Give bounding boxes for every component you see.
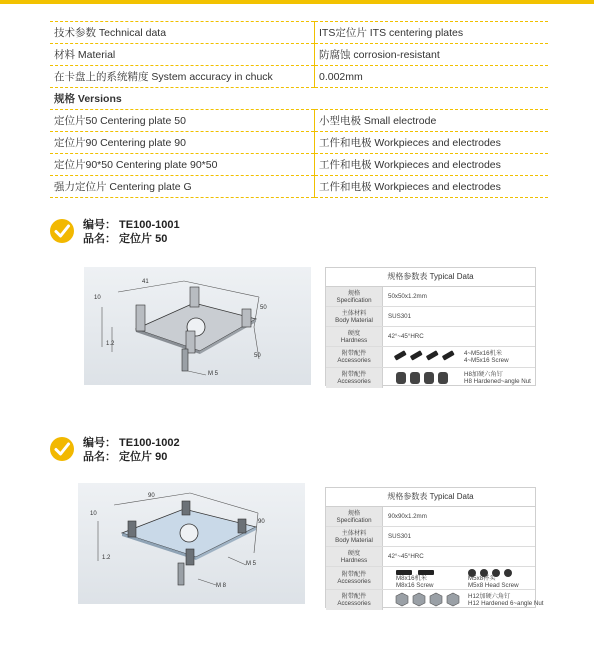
table-section-row xyxy=(50,88,548,110)
versions-heading: 规格 Versions xyxy=(50,88,548,110)
table-row xyxy=(326,507,535,527)
label-cn: 硬度 xyxy=(347,549,361,557)
product-drawing-50 xyxy=(84,267,311,385)
row-label xyxy=(326,327,383,346)
accessory-cn: M5x8杯头 xyxy=(468,575,496,582)
check-badge-icon xyxy=(50,437,74,461)
label-cn: 附带配件 xyxy=(341,371,367,378)
dim-label: 41 xyxy=(142,279,149,285)
label-cn: 主体材料 xyxy=(341,309,367,317)
dim-label: 1.2 xyxy=(102,555,111,561)
product-drawing-90 xyxy=(78,483,305,604)
accessory-cn: H8加硬六角钉 xyxy=(464,371,503,378)
accessories-cell xyxy=(388,368,535,388)
accessory-text xyxy=(396,575,433,589)
product-name: 品名： 定位片 90 xyxy=(83,451,168,463)
accessories-cell xyxy=(388,347,535,367)
table-row xyxy=(326,347,535,368)
table-cell: 小型电极 Small electrode xyxy=(315,110,549,132)
row-value: 90x90x1.2mm xyxy=(388,513,427,520)
dim-label: 50 xyxy=(260,305,267,311)
table-row xyxy=(50,66,548,88)
table-row xyxy=(326,287,535,307)
label-en: Specification xyxy=(336,296,372,304)
table-row xyxy=(326,547,535,567)
label-en: Specification xyxy=(336,516,372,524)
accessory-cn: M8x16机米 xyxy=(396,575,427,582)
row-value: SUS301 xyxy=(388,313,412,320)
table-row xyxy=(50,44,548,66)
accessory-en: M8x16 Screw xyxy=(396,582,434,589)
label-cn: 硬度 xyxy=(347,329,361,337)
accessory-en: H12 Hardened 6~angle Nut xyxy=(468,600,544,607)
label-en: Hardness xyxy=(340,336,368,344)
dim-label: M 5 xyxy=(208,371,219,377)
table-row xyxy=(326,307,535,327)
check-badge-icon xyxy=(50,219,74,243)
table-row xyxy=(50,22,548,44)
table-cell: 材料 Material xyxy=(50,44,315,66)
accessories-cell xyxy=(388,567,535,589)
table-row xyxy=(50,110,548,132)
top-accent-bar xyxy=(0,0,594,4)
row-label xyxy=(326,307,383,326)
label-en: Accessories xyxy=(337,378,371,385)
accessory-text xyxy=(464,350,509,364)
label-en: Accessories xyxy=(337,600,371,607)
label-en: Body Material xyxy=(335,316,373,324)
row-value: 42°~45°HRC xyxy=(388,333,424,340)
table-cell: ITS定位片 ITS centering plates xyxy=(315,22,549,44)
label-en: Body Material xyxy=(335,536,373,544)
row-value: SUS301 xyxy=(388,533,412,540)
product-label xyxy=(83,436,180,464)
dim-label: 90 xyxy=(148,493,155,499)
row-value: 50x50x1.2mm xyxy=(388,293,427,300)
typical-data-title: 规格参数表 Typical Data xyxy=(326,268,535,287)
row-label xyxy=(326,287,383,306)
table-row xyxy=(326,567,535,590)
accessory-text xyxy=(468,593,544,607)
table-row xyxy=(326,590,544,610)
table-row xyxy=(50,154,548,176)
nut-icon xyxy=(392,590,466,610)
dim-label: 90 xyxy=(258,519,265,525)
row-label xyxy=(326,507,383,526)
accessories-cell xyxy=(388,590,544,610)
accessory-cn: H12加硬六角钉 xyxy=(468,593,511,600)
accessory-text xyxy=(468,575,519,589)
label-en: Accessories xyxy=(337,357,371,364)
dim-label: 50 xyxy=(254,353,261,359)
accessory-en: 4~M5x16 Screw xyxy=(464,357,509,364)
label-en: Hardness xyxy=(340,556,368,564)
row-label xyxy=(326,567,383,589)
label-cn: 规格 xyxy=(347,509,361,517)
product-label xyxy=(83,218,180,246)
row-label xyxy=(326,590,383,610)
accessory-en: H8 Hardened~angle Nut xyxy=(464,378,531,385)
accessory-cn: 4~M5x16机米 xyxy=(464,350,503,357)
typical-data-title: 规格参数表 Typical Data xyxy=(326,488,535,507)
label-cn: 附带配件 xyxy=(341,350,367,357)
typical-data-table xyxy=(325,267,536,386)
table-cell: 技术参数 Technical data xyxy=(50,22,315,44)
nut-icon xyxy=(392,368,462,388)
table-cell: 在卡盘上的系统精度 System accuracy in chuck xyxy=(50,66,315,88)
table-row xyxy=(50,132,548,154)
label-en: Accessories xyxy=(337,578,371,585)
product-name: 品名： 定位片 50 xyxy=(83,233,168,245)
screw-icon xyxy=(392,347,462,367)
dim-label: 1.2 xyxy=(106,341,115,347)
row-value: 42°~45°HRC xyxy=(388,553,424,560)
table-cell: 定位片90 Centering plate 90 xyxy=(50,132,315,154)
dim-label: 10 xyxy=(94,295,101,301)
row-label xyxy=(326,347,383,367)
table-row xyxy=(326,327,535,347)
product-code: 编号： TE100-1001 xyxy=(83,219,180,231)
table-cell: 工件和电极 Workpieces and electrodes xyxy=(315,132,549,154)
dim-label: M 8 xyxy=(216,583,227,589)
product-code: 编号： TE100-1002 xyxy=(83,437,180,449)
dim-label: M 5 xyxy=(246,561,257,567)
row-label xyxy=(326,368,383,388)
label-cn: 附带配件 xyxy=(341,571,367,578)
label-cn: 附带配件 xyxy=(341,593,367,600)
typical-data-table xyxy=(325,487,544,608)
row-label xyxy=(326,547,383,566)
table-row xyxy=(50,176,548,198)
table-cell: 定位片90*50 Centering plate 90*50 xyxy=(50,154,315,176)
table-row xyxy=(326,368,535,388)
row-label xyxy=(326,527,383,546)
table-cell: 强力定位片 Centering plate G xyxy=(50,176,315,198)
table-row xyxy=(326,527,535,547)
table-cell: 防腐蚀 corrosion-resistant xyxy=(315,44,549,66)
label-cn: 主体材料 xyxy=(341,529,367,537)
label-cn: 规格 xyxy=(347,289,361,297)
dim-label: 10 xyxy=(90,511,97,517)
accessory-text xyxy=(464,371,531,385)
table-cell: 工件和电极 Workpieces and electrodes xyxy=(315,176,549,198)
table-cell: 工件和电极 Workpieces and electrodes xyxy=(315,154,549,176)
technical-data-table xyxy=(50,21,548,198)
table-cell: 0.002mm xyxy=(315,66,549,88)
accessory-en: M5x8 Head Screw xyxy=(468,582,519,589)
table-cell: 定位片50 Centering plate 50 xyxy=(50,110,315,132)
